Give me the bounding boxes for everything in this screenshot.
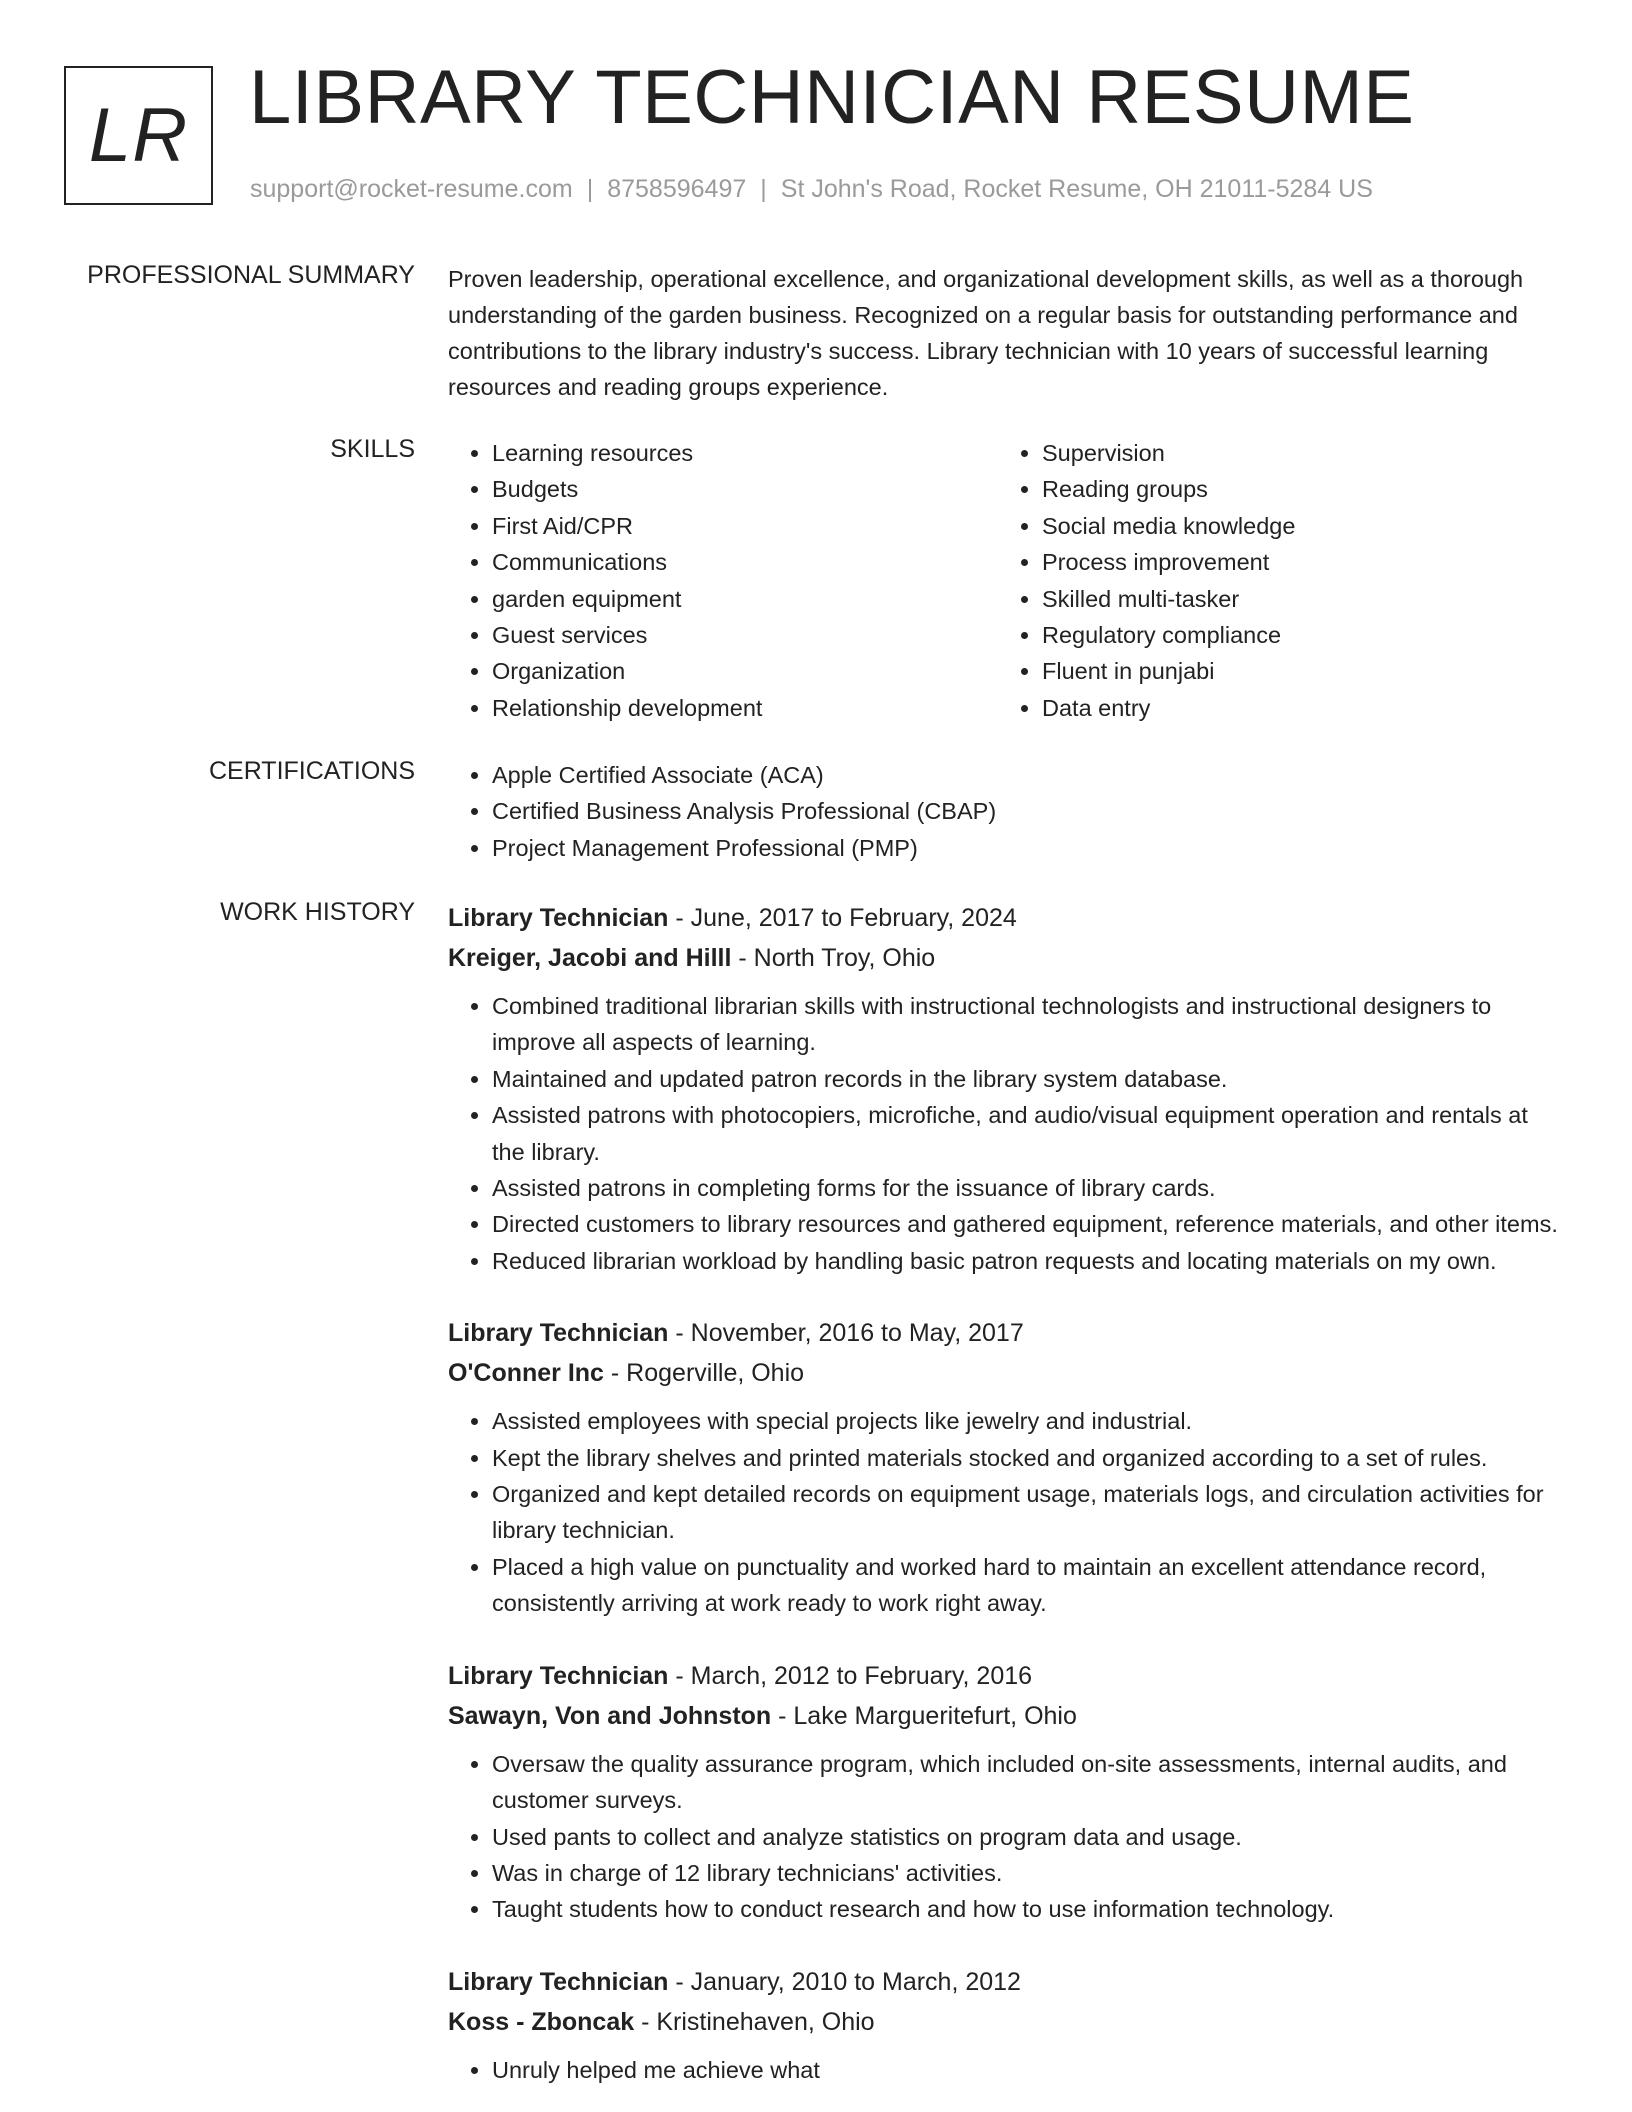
- job-duty: • Placed a high value on punctuality and worked hard to maintain an excellent attendance record, consistently arriving at work ready to work right away.: [492, 1549, 1566, 1622]
- job-title: Library Technician: [448, 904, 669, 932]
- job-duty: • Kept the library shelves and printed materials stocked and organized according to a set of rules.: [492, 1440, 1566, 1476]
- skill-item: • Relationship development: [492, 690, 998, 726]
- job-title-line: [448, 1656, 1566, 1696]
- work-history-body: [448, 898, 1566, 2112]
- job-company: Kreiger, Jacobi and Hilll: [448, 944, 732, 972]
- skills-grid: [448, 435, 1566, 726]
- job-duty: • Taught students how to conduct research and how to use information technology.: [492, 1891, 1566, 1927]
- job-title-line: [448, 1313, 1566, 1353]
- job-dates: - November, 2016 to May, 2017: [668, 1319, 1024, 1348]
- job-duties: [448, 2052, 1566, 2088]
- skills-list-right: [998, 435, 1548, 726]
- job-company: O'Conner Inc: [448, 1359, 604, 1388]
- job-company: Sawayn, Von and Johnston: [448, 1701, 772, 1730]
- skill-item: • Reading groups: [1042, 471, 1548, 507]
- job-dates: - June, 2017 to February, 2024: [668, 904, 1017, 932]
- job-entry: [448, 898, 1566, 1279]
- skill-item: • Fluent in punjabi: [1042, 653, 1548, 689]
- skills-body: [448, 435, 1566, 726]
- contact-phone: 8758596497: [607, 175, 747, 203]
- job-duty: • Assisted employees with special projects like jewelry and industrial.: [492, 1403, 1566, 1439]
- contact-separator: |: [760, 175, 767, 203]
- skill-item: • Learning resources: [492, 435, 998, 471]
- job-duty: • Was in charge of 12 library technicians' activities.: [492, 1855, 1566, 1891]
- skill-item: • Skilled multi-tasker: [1042, 581, 1548, 617]
- contact-separator: |: [586, 175, 594, 203]
- skill-item: • Organization: [492, 653, 998, 689]
- job-duties: [448, 1746, 1566, 1928]
- skill-item: • Supervision: [1042, 435, 1548, 471]
- job-duty: • Used pants to collect and analyze statistics on program data and usage.: [492, 1819, 1566, 1855]
- job-title: Library Technician: [448, 1661, 669, 1690]
- job-company-line: [448, 2002, 1566, 2042]
- job-title-line: [448, 898, 1566, 938]
- job-company-line: [448, 1353, 1566, 1393]
- contact-email: support@rocket-resume.com: [250, 175, 573, 203]
- skill-item: • Process improvement: [1042, 544, 1548, 580]
- job-location: - North Troy, Ohio: [731, 944, 936, 972]
- summary-text: Proven leadership, operational excellence, and organizational development skills, as well as a thorough understanding of the garden business. Recognized on a regular basis for outstanding performance and contributions to the library industry's success. Library technician with 10 years of successful learning resources and reading groups experience.: [448, 266, 1524, 400]
- monogram-logo: [64, 66, 213, 205]
- certifications-body: [448, 757, 1566, 866]
- skill-item: • First Aid/CPR: [492, 508, 998, 544]
- job-company: Koss - Zboncak: [448, 2007, 635, 2036]
- job-title: Library Technician: [448, 1319, 669, 1348]
- summary-heading: PROFESSIONAL SUMMARY: [87, 261, 415, 289]
- resume-title: LIBRARY TECHNICIAN RESUME: [249, 55, 1415, 140]
- job-duty: • Combined traditional librarian skills with instructional technologists and instructional designers to improve all aspects of learning.: [492, 988, 1566, 1061]
- certifications-list: [448, 757, 1566, 866]
- certification-item: • Certified Business Analysis Professional (CBAP): [492, 793, 1566, 829]
- skill-item: • Social media knowledge: [1042, 508, 1548, 544]
- skills-column-right: [998, 435, 1548, 726]
- skill-item: • Communications: [492, 544, 998, 580]
- summary-body: [448, 261, 1566, 405]
- job-location: - Rogerville, Ohio: [603, 1359, 805, 1388]
- job-duty: • Oversaw the quality assurance program, which included on-site assessments, internal audits, and customer surveys.: [492, 1746, 1566, 1819]
- certifications-heading: CERTIFICATIONS: [208, 757, 415, 785]
- job-duty: • Maintained and updated patron records in the library system database.: [492, 1061, 1566, 1097]
- job-dates: - January, 2010 to March, 2012: [668, 1967, 1021, 1996]
- job-duty: • Unruly helped me achieve what: [492, 2052, 1566, 2088]
- skill-item: • Guest services: [492, 617, 998, 653]
- job-duties: [448, 1403, 1566, 1621]
- skill-item: • Budgets: [492, 471, 998, 507]
- job-entry: [448, 1313, 1566, 1621]
- skills-heading: SKILLS: [330, 435, 415, 463]
- job-entry: [448, 1962, 1566, 2088]
- skills-column-left: [448, 435, 998, 726]
- monogram-text: LR: [88, 93, 189, 178]
- certification-item: • Project Management Professional (PMP): [492, 830, 1566, 866]
- job-location: - Kristinehaven, Ohio: [634, 2007, 875, 2036]
- job-dates: - March, 2012 to February, 2016: [668, 1661, 1033, 1690]
- skill-item: • garden equipment: [492, 581, 998, 617]
- job-duty: • Reduced librarian workload by handling basic patron requests and locating materials on my own.: [492, 1243, 1566, 1279]
- job-title-line: [448, 1962, 1566, 2002]
- job-entry: [448, 1656, 1566, 1928]
- job-duty: • Organized and kept detailed records on equipment usage, materials logs, and circulation activities for library technician.: [492, 1476, 1566, 1549]
- job-duty: • Assisted patrons with photocopiers, microfiche, and audio/visual equipment operation and rentals at the library.: [492, 1097, 1566, 1170]
- work-history-heading: WORK HISTORY: [220, 898, 415, 926]
- job-duty: • Directed customers to library resources and gathered equipment, reference materials, and other items.: [492, 1206, 1566, 1242]
- skill-item: • Data entry: [1042, 690, 1548, 726]
- job-title: Library Technician: [448, 1967, 669, 1996]
- job-company-line: [448, 1696, 1566, 1736]
- job-duties: [448, 988, 1566, 1279]
- job-company-line: [448, 938, 1566, 978]
- job-location: - Lake Margueritefurt, Ohio: [771, 1701, 1077, 1730]
- job-duty: • Assisted patrons in completing forms for the issuance of library cards.: [492, 1170, 1566, 1206]
- contact-address: St John's Road, Rocket Resume, OH 21011-5284 US: [780, 175, 1373, 203]
- skill-item: • Regulatory compliance: [1042, 617, 1548, 653]
- contact-line: [250, 175, 1373, 204]
- skills-list-left: [448, 435, 998, 726]
- certification-item: • Apple Certified Associate (ACA): [492, 757, 1566, 793]
